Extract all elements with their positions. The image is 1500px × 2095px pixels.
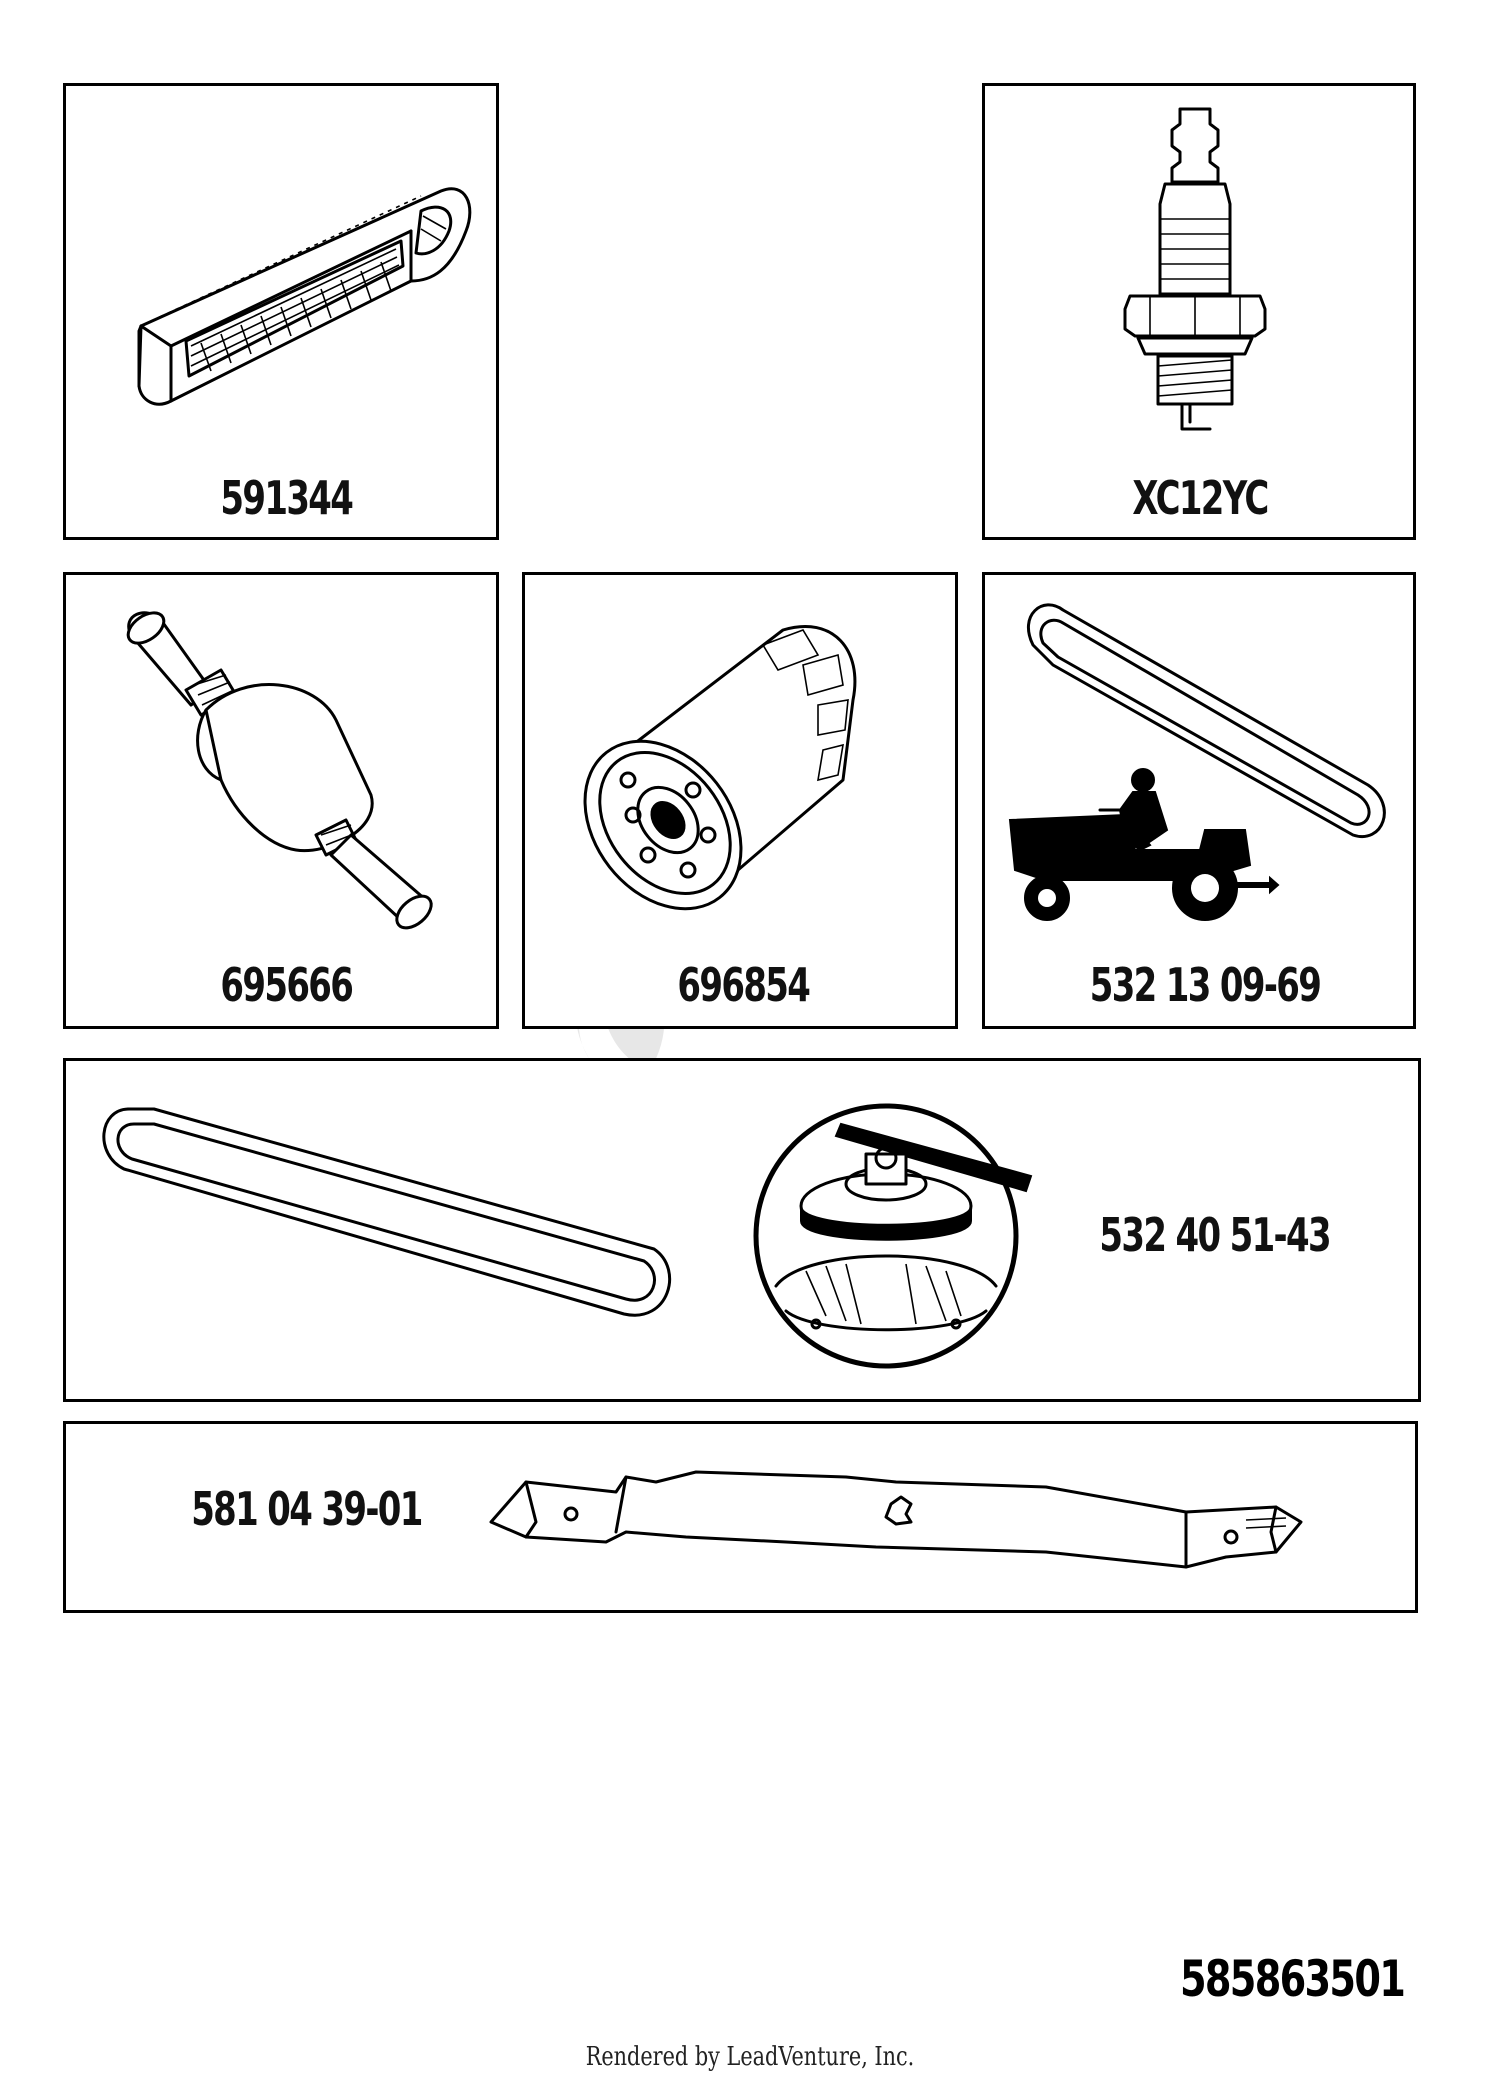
panel-deck-belt[interactable]	[63, 1058, 1421, 1402]
panel-oil-filter[interactable]	[522, 572, 958, 1029]
part-number-oil-filter: 696854	[677, 958, 810, 1012]
panel-drive-belt[interactable]	[982, 572, 1416, 1029]
part-number-spark-plug: XC12YC	[1132, 471, 1268, 525]
mower-blade-icon	[486, 1452, 1336, 1596]
part-number-fuel-filter: 695666	[220, 958, 353, 1012]
sheet-number: 585863501	[1180, 1950, 1405, 2008]
panel-mower-blade[interactable]	[63, 1421, 1418, 1613]
part-number-air-filter: 591344	[220, 471, 353, 525]
panel-fuel-filter[interactable]	[63, 572, 499, 1029]
part-number-deck-belt: 532 40 51-43	[1099, 1208, 1330, 1262]
spark-plug-icon	[1110, 104, 1280, 448]
air-filter-icon	[111, 131, 471, 425]
panel-spark-plug[interactable]	[982, 83, 1416, 540]
panel-air-filter[interactable]	[63, 83, 499, 540]
deck-belt-icon	[94, 1099, 694, 1333]
oil-filter-icon	[573, 610, 913, 934]
pulley-icon	[746, 1096, 1026, 1380]
part-number-drive-belt: 532 13 09-69	[1089, 958, 1321, 1012]
part-number-mower-blade: 581 04 39-01	[191, 1482, 422, 1536]
fuel-filter-icon	[96, 600, 476, 934]
riding-mower-icon	[1005, 770, 1275, 934]
footer-credit: Rendered by LeadVenture, Inc.	[585, 2042, 915, 2072]
